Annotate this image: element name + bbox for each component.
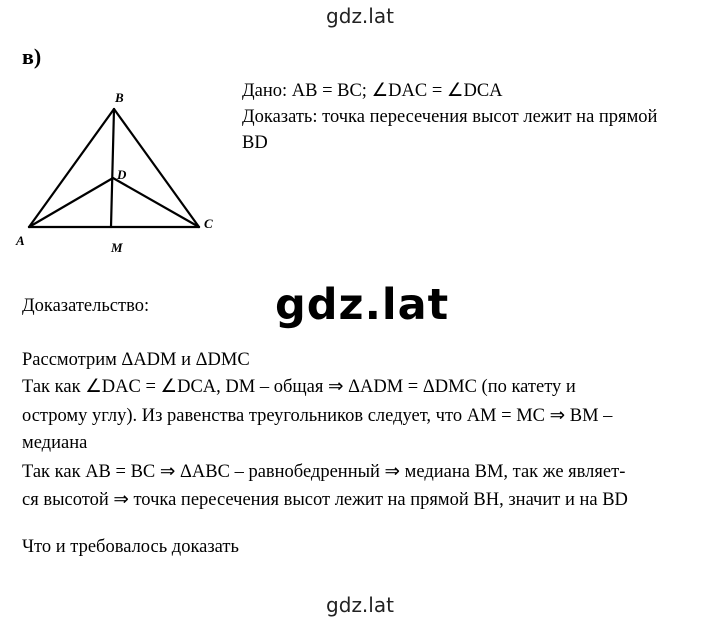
proof-conclusion: Что и требовалось доказать <box>22 537 239 557</box>
segment-bm <box>111 109 114 227</box>
proof-line: медиана <box>22 433 88 453</box>
point-label-a: A <box>16 233 25 248</box>
proof-line: Так как ∠DAC = ∠DCA, DM – общая ⇒ ΔADM = ΔDMC (по катету и <box>22 377 576 397</box>
segment-dc <box>113 178 199 227</box>
proof-line: острому углу). Из равенства треугольников следует, что AM = MC ⇒ BM – <box>22 406 613 426</box>
proof-line: Рассмотрим ΔADM и ΔDMC <box>22 350 250 370</box>
proof-line: Так как AB = BC ⇒ ΔABC – равнобедренный ⇒ медиана BM, так же являет- <box>22 462 626 482</box>
prove-line: Доказать: точка пересечения высот лежит на прямой <box>242 107 658 127</box>
point-label-m: M <box>111 240 123 255</box>
proof-title: Доказательство: <box>22 296 150 316</box>
given-block <box>242 78 657 156</box>
point-label-c: C <box>204 216 213 231</box>
proof-line: ся высотой ⇒ точка пересечения высот лежит на прямой BH, значит и на BD <box>22 490 628 510</box>
triangle-figure <box>14 82 226 262</box>
prove-line-continued: BD <box>242 133 268 153</box>
watermark-top: gdz.lat <box>326 4 394 28</box>
point-label-d: D <box>117 167 127 182</box>
given-line: Дано: AB = BC; ∠DAC = ∠DCA <box>242 81 503 101</box>
segment-ad <box>29 178 113 227</box>
watermark-center: gdz.lat <box>275 280 450 330</box>
watermark-bottom: gdz.lat <box>326 593 394 617</box>
point-label-b: B <box>115 90 124 105</box>
segment-ab <box>29 109 114 227</box>
part-label: в) <box>22 44 42 69</box>
segment-bc <box>114 109 199 227</box>
